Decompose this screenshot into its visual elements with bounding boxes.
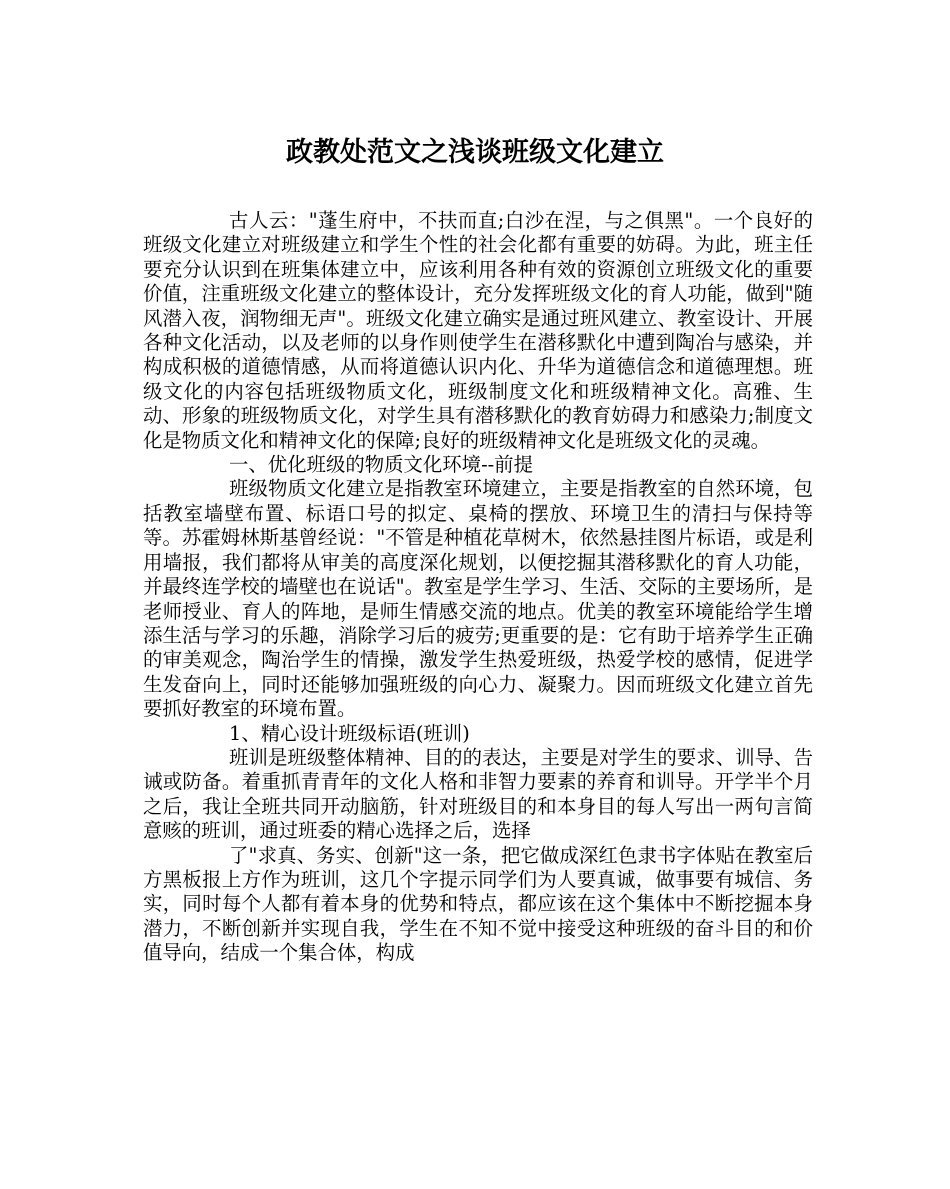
section-heading-1: 一、优化班级的物质文化环境--前提: [229, 453, 533, 477]
document-title: 政教处范文之浅谈班级文化建立: [286, 137, 664, 168]
paragraph-motto-choice: 了"求真、务实、创新"这一条，把它做成深红色隶书字体贴在教室后方黑板报上方作为班训，这几个字提示同学们为人要真诚，做事要有城信、务实，同时每个人都有着本身的优势和特点，都应该在这个集体中不断挖掘本身潜力，不断创新并实现自我，学生在不知不觉中接受这种班级的奋斗目的和价值导向，结成一个集合体，构成: [143, 843, 813, 965]
paragraph-intro: 古人云："蓬生府中，不扶而直;白沙在涅，与之俱黑"。一个良好的班级文化建立对班级建立和学生个性的社会化都有重要的妨碍。为此，班主任要充分认识到在班集体建立中，应该利用各种有效的资源创立班级文化的重要价值，注重班级文化建立的整体设计，充分发挥班级文化的育人功能，做到"随风潜入夜，润物细无声"。班级文化建立确实是通过班风建立、教室设计、开展各种文化活动，以及老师的以身作则使学生在潜移默化中遭到陶冶与感染，并构成积极的道德情感，从而将道德认识内化、升华为道德信念和道德理想。班级文化的内容包括班级物质文化，班级制度文化和班级精神文化。高雅、生动、形象的班级物质文化，对学生具有潜移默化的教育妨碍力和感染力;制度文化是物质文化和精神文化的保障;良好的班级精神文化是班级文化的灵魂。: [143, 209, 813, 452]
paragraph-material-culture: 班级物质文化建立是指教室环境建立，主要是指教室的自然环境，包括教室墙壁布置、标语口号的拟定、桌椅的摆放、环境卫生的清扫与保持等等。苏霍姆林斯基曾经说："不管是种植花草树木，依然悬挂图片标语，或是利用墙报，我们都将从审美的高度深化规划，以便挖掘其潜移默化的育人功能，并最终连学校的墙壁也在说话"。教室是学生学习、生活、交际的主要场所，是老师授业、育人的阵地，是师生情感交流的地点。优美的教室环境能给学生增添生活与学习的乐趣，消除学习后的疲劳;更重要的是：它有助于培养学生正确的审美观念，陶治学生的情操，激发学生热爱班级，热爱学校的感情，促进学生发奋向上，同时还能够加强班级的向心力、凝聚力。因而班级文化建立首先要抓好教室的环境布置。: [143, 477, 813, 721]
paragraph-class-motto: 班训是班级整体精神、目的的表达，主要是对学生的要求、训导、告诫或防备。着重抓青青年的文化人格和非智力要素的养育和训导。开学半个月之后，我让全班共同开动脑筋，针对班级目的和本身目的每人写出一两句言简意赅的班训，通过班委的精心选择之后，选择: [143, 745, 813, 843]
document-body: [143, 209, 813, 966]
subsection-heading-1: 1、精心设计班级标语(班训): [229, 721, 470, 745]
